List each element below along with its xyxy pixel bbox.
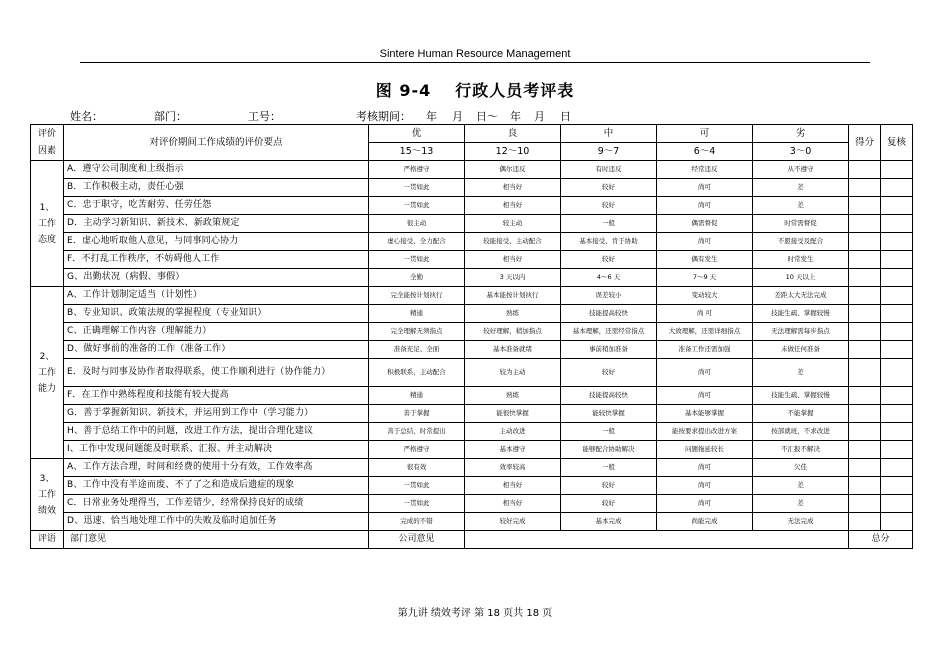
grade-criterion: 事前稍加准备 (561, 341, 657, 359)
grade-criterion: 无法理解需每步指点 (753, 323, 849, 341)
evaluation-item: F．在工作中熟练程度和技能有较大提高 (64, 387, 369, 405)
grade-criterion: 较好 (561, 179, 657, 197)
score-cell[interactable] (849, 341, 881, 359)
document-header: Sintere Human Resource Management (379, 48, 571, 60)
name-label: 姓名： (70, 110, 103, 123)
grade-criterion: 积极联系，主动配合 (369, 359, 465, 387)
grade-criterion: 基本完成 (561, 513, 657, 531)
table-row (31, 305, 913, 323)
score-cell[interactable] (849, 477, 881, 495)
score-cell[interactable] (849, 305, 881, 323)
grade-criterion: 相当好 (465, 251, 561, 269)
score-cell[interactable] (849, 197, 881, 215)
grade-criterion: 较好完成 (465, 513, 561, 531)
grade-criterion: 按部就班，不求改进 (753, 423, 849, 441)
grade-criterion: 问题拖延较长 (657, 441, 753, 459)
grade-criterion: 一贯如此 (369, 179, 465, 197)
evaluation-item: I、工作中发现问题能及时联系、汇报、并主动解决 (64, 441, 369, 459)
grade-criterion: 4～6 天 (561, 269, 657, 287)
grade-criterion: 主动改进 (465, 423, 561, 441)
grade-criterion: 尚可 (657, 233, 753, 251)
grade-criterion: 时常发生 (753, 251, 849, 269)
grade-criterion: 一贯如此 (369, 197, 465, 215)
table-row (31, 179, 913, 197)
evaluation-table-body (31, 125, 913, 549)
table-row (31, 341, 913, 359)
grade-criterion: 尚可 (657, 459, 753, 477)
review-cell[interactable] (881, 405, 913, 423)
grade-criterion: 无法完成 (753, 513, 849, 531)
end-month-label: 月 (534, 110, 545, 123)
review-cell[interactable] (881, 341, 913, 359)
category-name2: 绩效 (37, 505, 56, 516)
grade-fair-header: 可 (657, 125, 753, 143)
grade-criterion: 尚可 (657, 179, 753, 197)
department-label: 部门： (154, 110, 187, 123)
end-year-label: 年 (510, 110, 521, 123)
category-name2: 态度 (37, 234, 56, 245)
grade-criterion: 不汇报不解决 (753, 441, 849, 459)
evaluation-item: A、工作方法合理，时间和经费的使用十分有效，工作效率高 (64, 459, 369, 477)
grade-criterion: 偶尔违反 (465, 161, 561, 179)
company-opinion-cell[interactable] (465, 531, 849, 549)
table-row (31, 359, 913, 387)
form-title: 行政人员考评表 (455, 81, 575, 100)
evaluation-item: A．遵守公司制度和上级指示 (64, 161, 369, 179)
table-row (31, 197, 913, 215)
grade-poor-header: 劣 (753, 125, 849, 143)
evaluation-item: B、工作中没有半途而废、不了了之和造成后遗症的现象 (64, 477, 369, 495)
start-year-label: 年 (426, 110, 437, 123)
grade-criterion: 一贯如此 (369, 251, 465, 269)
grade-criterion: 善于总结，时常提出 (369, 423, 465, 441)
total-score-label: 总分 (849, 531, 913, 549)
grade-criterion: 基本遵守 (465, 441, 561, 459)
grade-criterion: 完全理解无须指点 (369, 323, 465, 341)
score-cell[interactable] (849, 287, 881, 305)
category-name1: 工作 (37, 218, 56, 229)
grade-criterion: 很有效 (369, 459, 465, 477)
grade-criterion: 尚可 (657, 197, 753, 215)
table-row (31, 477, 913, 495)
grade-criterion: 较好 (561, 197, 657, 215)
grade-criterion: 很主动 (369, 215, 465, 233)
grade-criterion: 差距太大无法完成 (753, 287, 849, 305)
grade-criterion: 相当好 (465, 179, 561, 197)
grade-good-header: 良 (465, 125, 561, 143)
score-cell[interactable] (849, 441, 881, 459)
score-cell[interactable] (849, 215, 881, 233)
review-cell[interactable] (881, 459, 913, 477)
start-month-label: 月 (452, 110, 463, 123)
evaluation-item: D、迅速、恰当地处理工作中的失败及临时追加任务 (64, 513, 369, 531)
grade-criterion: 10 天以上 (753, 269, 849, 287)
grade-criterion: 偶需督促 (657, 215, 753, 233)
table-row (31, 423, 913, 441)
grade-criterion: 基本接受、肯于协助 (561, 233, 657, 251)
score-cell[interactable] (849, 323, 881, 341)
grade-criterion: 大致理解，还需详细指点 (657, 323, 753, 341)
grade-criterion: 一般 (561, 215, 657, 233)
grade-criterion: 准备工作还需加强 (657, 341, 753, 359)
review-cell[interactable] (881, 251, 913, 269)
grade-criterion: 相当好 (465, 197, 561, 215)
grade-criterion: 严格遵守 (369, 441, 465, 459)
table-row (31, 287, 913, 305)
table-row (31, 459, 913, 477)
grade-criterion: 尚可 (657, 359, 753, 387)
grade-criterion: 较主动 (465, 215, 561, 233)
grade-criterion: 较好 (561, 359, 657, 387)
grade-criterion: 能够配合协助解决 (561, 441, 657, 459)
grade-criterion: 能很快掌握 (465, 405, 561, 423)
grade-criterion: 经常违反 (657, 161, 753, 179)
comments-label: 评语 (31, 531, 64, 549)
grade-criterion: 有时违反 (561, 161, 657, 179)
table-header-row (31, 125, 913, 143)
evaluation-item: C．日常业务处理得当，工作差错少，经常保持良好的成绩 (64, 495, 369, 513)
grade-criterion: 技能提高较快 (561, 305, 657, 323)
review-cell[interactable] (881, 215, 913, 233)
header-divider (80, 62, 870, 63)
table-row (31, 269, 913, 287)
score-cell[interactable] (849, 459, 881, 477)
grade-criterion: 欠佳 (753, 459, 849, 477)
category-name1: 工作 (37, 367, 56, 378)
grade-criterion: 熟练 (465, 387, 561, 405)
company-opinion-label: 公司意见 (369, 531, 465, 549)
employee-id-label: 工号： (248, 110, 281, 123)
grade-criterion: 相当好 (465, 477, 561, 495)
category-name1: 工作 (37, 489, 56, 500)
table-row (31, 441, 913, 459)
score-cell[interactable] (849, 251, 881, 269)
figure-number: 图 9-4 (375, 81, 432, 100)
evaluation-item: E．及时与同事及协作者取得联系，使工作顺利进行（协作能力） (64, 359, 369, 387)
evaluation-item: B、专业知识、政策法规的掌握程度（专业知识） (64, 305, 369, 323)
document-title (0, 78, 950, 101)
category-num: 2、 (39, 351, 55, 362)
grade-criterion: 基本理解，还需经常指点 (561, 323, 657, 341)
grade-criterion: 较好 (561, 251, 657, 269)
grade-criterion: 差 (753, 359, 849, 387)
score-cell[interactable] (849, 423, 881, 441)
review-cell[interactable] (881, 423, 913, 441)
department-opinion-cell[interactable]: 部门意见 (64, 531, 369, 549)
grade-criterion: 偶有发生 (657, 251, 753, 269)
comments-row (31, 531, 913, 549)
table-row (31, 495, 913, 513)
evaluation-item: D．主动学习新知识、新技术、新政策规定 (64, 215, 369, 233)
range-fair: 6～4 (657, 143, 753, 161)
grade-criterion: 善于掌握 (369, 405, 465, 423)
review-cell[interactable] (881, 387, 913, 405)
grade-criterion: 精通 (369, 305, 465, 323)
review-cell[interactable] (881, 477, 913, 495)
category-cell (31, 459, 64, 531)
score-cell[interactable] (849, 495, 881, 513)
range-average: 9～7 (561, 143, 657, 161)
grade-average-header: 中 (561, 125, 657, 143)
grade-criterion: 一般 (561, 423, 657, 441)
grade-criterion: 全勤 (369, 269, 465, 287)
review-cell[interactable] (881, 233, 913, 251)
table-row (31, 161, 913, 179)
evaluation-points-header: 对评价期间工作成绩的评价要点 (64, 125, 369, 161)
category-cell (31, 161, 64, 287)
evaluation-item: C．忠于职守，吃苦耐劳、任劳任怨 (64, 197, 369, 215)
review-cell[interactable] (881, 197, 913, 215)
score-cell[interactable] (849, 161, 881, 179)
review-cell[interactable] (881, 179, 913, 197)
grade-criterion: 未做任何准备 (753, 341, 849, 359)
score-cell[interactable] (849, 513, 881, 531)
grade-criterion: 能按要求提出改进方案 (657, 423, 753, 441)
category-num: 3、 (39, 473, 55, 484)
grade-criterion: 技能提高较快 (561, 387, 657, 405)
grade-criterion: 差 (753, 495, 849, 513)
evaluation-item: F．不打乱工作秩序，不妨碍他人工作 (64, 251, 369, 269)
grade-criterion: 一贯如此 (369, 477, 465, 495)
category-cell (31, 287, 64, 459)
evaluation-item: E．虚心地听取他人意见，与同事同心协力 (64, 233, 369, 251)
range-excellent: 15～13 (369, 143, 465, 161)
score-cell[interactable] (849, 269, 881, 287)
grade-criterion: 准备充足、全面 (369, 341, 465, 359)
review-cell[interactable] (881, 323, 913, 341)
grade-criterion: 技能生疏、掌握较慢 (753, 387, 849, 405)
grade-criterion: 较好 (561, 495, 657, 513)
evaluation-item: G．善于掌握新知识、新技术，并运用到工作中（学习能力） (64, 405, 369, 423)
grade-criterion: 不能掌握 (753, 405, 849, 423)
grade-criterion: 从不遵守 (753, 161, 849, 179)
grade-criterion: 精通 (369, 387, 465, 405)
grade-criterion: 较好理解，稍加指点 (465, 323, 561, 341)
grade-criterion: 差 (753, 197, 849, 215)
grade-criterion: 误差较小 (561, 287, 657, 305)
grade-criterion: 尚可 (657, 495, 753, 513)
grade-criterion: 相当好 (465, 495, 561, 513)
grade-criterion: 虚心接受、全力配合 (369, 233, 465, 251)
category-num: 1、 (39, 202, 55, 213)
range-good: 12～10 (465, 143, 561, 161)
grade-criterion: 熟练 (465, 305, 561, 323)
grade-criterion: 时常需督促 (753, 215, 849, 233)
review-cell[interactable] (881, 359, 913, 387)
evaluation-table (30, 124, 913, 549)
grade-criterion: 能较快掌握 (561, 405, 657, 423)
grade-criterion: 3 天以内 (465, 269, 561, 287)
grade-criterion: 差 (753, 179, 849, 197)
review-cell[interactable] (881, 495, 913, 513)
grade-criterion: 较好 (561, 477, 657, 495)
table-row (31, 215, 913, 233)
table-row (31, 323, 913, 341)
score-cell[interactable] (849, 359, 881, 387)
grade-criterion: 基本能按计划执行 (465, 287, 561, 305)
table-row (31, 251, 913, 269)
grade-criterion: 较为主动 (465, 359, 561, 387)
score-cell[interactable] (849, 233, 881, 251)
grade-criterion: 效率较高 (465, 459, 561, 477)
score-cell[interactable] (849, 387, 881, 405)
grade-criterion: 不愿接受及配合 (753, 233, 849, 251)
start-day-label: 日～ (476, 110, 498, 123)
review-cell[interactable] (881, 287, 913, 305)
score-cell[interactable] (849, 179, 881, 197)
evaluation-item: A、工作计划制定适当（计划性） (64, 287, 369, 305)
period-label: 考核期间： (356, 110, 411, 123)
category-name2: 能力 (37, 383, 56, 394)
grade-criterion: 较能接受、主动配合 (465, 233, 561, 251)
review-cell[interactable] (881, 513, 913, 531)
grade-criterion: 尚 可 (657, 305, 753, 323)
grade-criterion: 基本能够掌握 (657, 405, 753, 423)
evaluation-item: C、正确理解工作内容（理解能力） (64, 323, 369, 341)
evaluation-item: H、善于总结工作中的问题，改进工作方法，提出合理化建议 (64, 423, 369, 441)
score-cell[interactable] (849, 405, 881, 423)
end-day-label: 日 (560, 110, 571, 123)
table-row (31, 513, 913, 531)
page-footer: 第九讲 绩效考评 第 18 页共 18 页 (397, 608, 553, 619)
table-row (31, 405, 913, 423)
category-header: 评价因素 (31, 125, 64, 161)
grade-criterion: 技能生疏、掌握较慢 (753, 305, 849, 323)
grade-criterion: 一般 (561, 459, 657, 477)
score-header: 得分 (849, 125, 881, 161)
review-header: 复核 (881, 125, 913, 161)
grade-criterion: 7～9 天 (657, 269, 753, 287)
review-cell[interactable] (881, 441, 913, 459)
review-cell[interactable] (881, 305, 913, 323)
grade-criterion: 尚可 (657, 387, 753, 405)
range-poor: 3～0 (753, 143, 849, 161)
grade-criterion: 一贯如此 (369, 495, 465, 513)
evaluation-item: B．工作积极主动，责任心强 (64, 179, 369, 197)
grade-criterion: 尚可 (657, 477, 753, 495)
table-row (31, 387, 913, 405)
grade-criterion: 变动较大 (657, 287, 753, 305)
grade-criterion: 完成的不错 (369, 513, 465, 531)
grade-criterion: 差 (753, 477, 849, 495)
evaluation-item: G、出勤状况（病假、事假） (64, 269, 369, 287)
grade-criterion: 基本准备就绪 (465, 341, 561, 359)
grade-criterion: 严格遵守 (369, 161, 465, 179)
review-cell[interactable] (881, 269, 913, 287)
review-cell[interactable] (881, 161, 913, 179)
table-row (31, 233, 913, 251)
grade-criterion: 完全能按计划执行 (369, 287, 465, 305)
evaluation-item: D、做好事前的准备的工作（准备工作） (64, 341, 369, 359)
grade-excellent-header: 优 (369, 125, 465, 143)
grade-criterion: 尚能完成 (657, 513, 753, 531)
